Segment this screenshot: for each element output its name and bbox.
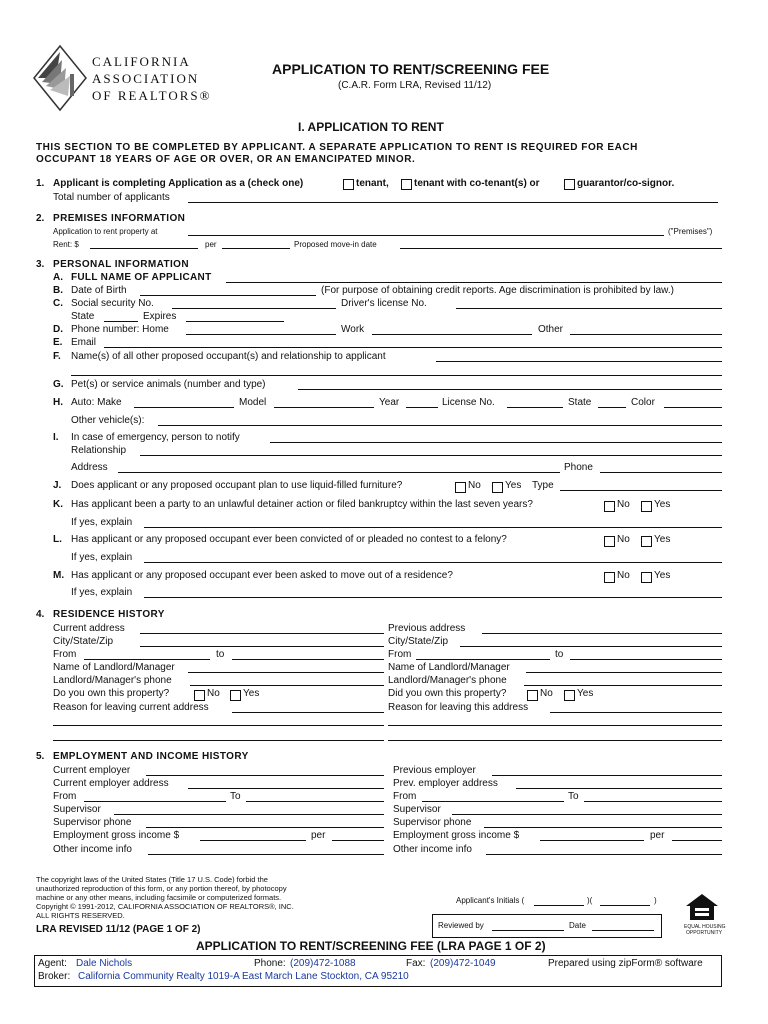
- initials-input-2[interactable]: [600, 905, 650, 906]
- emergency-address-label: Address: [71, 462, 108, 473]
- current-employment-to-label: To: [230, 791, 241, 802]
- item-4-heading: RESIDENCE HISTORY: [53, 609, 165, 620]
- unlawful-detainer-explain-input[interactable]: [144, 527, 722, 528]
- copyright-line-1: The copyright laws of the United States (Title 17 U.S. Code) forbid the: [36, 875, 268, 884]
- move-out-explain-label: If yes, explain: [71, 587, 133, 598]
- other-occupants-input-2[interactable]: [71, 375, 722, 376]
- guarantor-label: guarantor/co-signor.: [577, 178, 675, 189]
- letter-b: B.: [53, 285, 63, 296]
- rent-period-input[interactable]: [222, 248, 290, 249]
- item-5-number: 5.: [36, 751, 45, 762]
- felony-explain-input[interactable]: [144, 562, 722, 563]
- move-in-input[interactable]: [400, 248, 722, 249]
- previous-to-input[interactable]: [570, 659, 722, 660]
- emergency-phone-input[interactable]: [600, 472, 722, 473]
- current-to-input[interactable]: [232, 659, 384, 660]
- copyright-line-2: unauthorized reproduction of this form, or any portion thereof, by photocopy: [36, 884, 287, 893]
- page-footer-title: APPLICATION TO RENT/SCREENING FEE (LRA PAGE 1 OF 2): [196, 939, 546, 953]
- other-occupants-label: Name(s) of all other proposed occupant(s) and relationship to applicant: [71, 351, 386, 362]
- agent-label: Agent:: [38, 958, 67, 969]
- felony-no-checkbox[interactable]: [604, 536, 615, 547]
- reviewed-by-input[interactable]: [492, 930, 564, 931]
- section-intro-1: THIS SECTION TO BE COMPLETED BY APPLICANT. A SEPARATE APPLICATION TO RENT IS REQUIRED FOR EACH: [36, 142, 638, 153]
- current-own-label: Do you own this property?: [53, 688, 170, 699]
- copyright-line-3: machine or any other means, including facsimile or computerized formats.: [36, 893, 282, 902]
- current-to-label: to: [216, 649, 225, 660]
- current-own-no-label: No: [207, 688, 220, 699]
- current-landlord-label: Name of Landlord/Manager: [53, 662, 175, 673]
- emergency-contact-label: In case of emergency, person to notify: [71, 432, 240, 443]
- prepared-using: Prepared using zipForm® software: [548, 958, 703, 969]
- previous-own-yes-checkbox[interactable]: [564, 690, 575, 701]
- work-phone-label: Work: [341, 324, 365, 335]
- unlawful-detainer-yes-checkbox[interactable]: [641, 501, 652, 512]
- current-employment-from-input[interactable]: [84, 801, 226, 802]
- auto-year-label: Year: [379, 397, 400, 408]
- auto-license-label: License No.: [442, 397, 495, 408]
- previous-supervisor-label: Supervisor: [393, 804, 441, 815]
- current-income-label: Employment gross income $: [53, 830, 180, 841]
- unlawful-detainer-yes-label: Yes: [654, 499, 671, 510]
- agent-phone: (209)472-1088: [290, 958, 356, 969]
- rent-amount-input[interactable]: [90, 248, 198, 249]
- current-supervisor-label: Supervisor: [53, 804, 101, 815]
- current-employment-from-label: From: [53, 791, 77, 802]
- rent-label: Rent: $: [53, 240, 79, 249]
- current-reason-input[interactable]: [232, 712, 384, 713]
- copyright-line-5: ALL RIGHTS RESERVED.: [36, 911, 125, 920]
- letter-j: J.: [53, 480, 62, 491]
- previous-income-per-label: per: [650, 830, 665, 841]
- drivers-license-input[interactable]: [456, 308, 722, 309]
- tenant-checkbox[interactable]: [343, 179, 354, 190]
- previous-income-period-input[interactable]: [672, 840, 722, 841]
- logo-line-1: CALIFORNIA: [92, 54, 191, 69]
- previous-employer-label: Previous employer: [393, 765, 476, 776]
- full-name-input[interactable]: [226, 282, 722, 283]
- logo-line-3: OF REALTORS®: [92, 88, 212, 103]
- previous-employment-to-input[interactable]: [584, 801, 722, 802]
- letter-l: L.: [53, 534, 62, 545]
- auto-year-input[interactable]: [406, 407, 438, 408]
- previous-income-input[interactable]: [540, 840, 644, 841]
- auto-license-input[interactable]: [507, 407, 563, 408]
- liquid-furniture-no-checkbox[interactable]: [455, 482, 466, 493]
- drivers-license-label: Driver's license No.: [341, 298, 427, 309]
- other-phone-label: Other: [538, 324, 564, 335]
- unlawful-detainer-no-label: No: [617, 499, 630, 510]
- auto-model-label: Model: [239, 397, 267, 408]
- previous-reason-input[interactable]: [550, 712, 722, 713]
- total-applicants-label: Total number of applicants: [53, 192, 170, 203]
- dl-state-input[interactable]: [104, 321, 138, 322]
- current-employer-address-input[interactable]: [188, 788, 384, 789]
- pets-label: Pet(s) or service animals (number and type): [71, 379, 266, 390]
- auto-color-input[interactable]: [664, 407, 722, 408]
- eho-line-1: EQUAL HOUSING: [684, 924, 726, 930]
- item-3-number: 3.: [36, 259, 45, 270]
- current-landlord-phone-label: Landlord/Manager's phone: [53, 675, 172, 686]
- tenant-label: tenant,: [356, 178, 389, 189]
- section-heading: I. APPLICATION TO RENT: [298, 120, 444, 134]
- emergency-contact-input[interactable]: [270, 442, 722, 443]
- current-city-label: City/State/Zip: [53, 636, 114, 647]
- previous-supervisor-phone-label: Supervisor phone: [393, 817, 472, 828]
- current-income-per-label: per: [311, 830, 326, 841]
- auto-make-label: Auto: Make: [71, 397, 122, 408]
- letter-i: I.: [53, 432, 59, 443]
- letter-k: K.: [53, 499, 63, 510]
- liquid-furniture-no-label: No: [468, 480, 481, 491]
- dob-note: (For purpose of obtaining credit reports. Age discrimination is prohibited by law.): [321, 285, 674, 296]
- unlawful-detainer-question: Has applicant been a party to an unlawful detainer action or filed bankruptcy within the last seven years?: [71, 499, 533, 510]
- current-supervisor-phone-label: Supervisor phone: [53, 817, 132, 828]
- dob-label: Date of Birth: [71, 285, 127, 296]
- current-supervisor-input[interactable]: [114, 814, 384, 815]
- current-from-label: From: [53, 649, 77, 660]
- previous-employment-from-label: From: [393, 791, 417, 802]
- current-city-input[interactable]: [140, 646, 384, 647]
- home-phone-label: Phone number: Home: [71, 324, 169, 335]
- letter-g: G.: [53, 379, 64, 390]
- current-other-income-input[interactable]: [148, 854, 384, 855]
- emergency-phone-label: Phone: [564, 462, 593, 473]
- premises-label: ("Premises"): [668, 227, 713, 236]
- previous-landlord-phone-input[interactable]: [524, 685, 722, 686]
- current-address-input[interactable]: [140, 633, 384, 634]
- current-employer-address-label: Current employer address: [53, 778, 169, 789]
- liquid-furniture-question: Does applicant or any proposed occupant plan to use liquid-filled furniture?: [71, 480, 403, 491]
- unlawful-detainer-explain-label: If yes, explain: [71, 517, 133, 528]
- equal-housing-icon: [684, 892, 720, 922]
- previous-employment-to-label: To: [568, 791, 579, 802]
- initials-close: ): [654, 896, 657, 905]
- other-occupants-input[interactable]: [436, 361, 722, 362]
- eho-line-2: OPPORTUNITY: [686, 930, 723, 936]
- emergency-relationship-label: Relationship: [71, 445, 127, 456]
- work-phone-input[interactable]: [372, 334, 532, 335]
- letter-d: D.: [53, 324, 63, 335]
- previous-reason-input-2[interactable]: [388, 725, 722, 726]
- move-in-label: Proposed move-in date: [294, 240, 377, 249]
- current-reason-input-3[interactable]: [53, 740, 384, 741]
- copyright-line-4: Copyright © 1991-2012, CALIFORNIA ASSOCIATION OF REALTORS®, INC.: [36, 902, 294, 911]
- previous-income-label: Employment gross income $: [393, 830, 520, 841]
- ssn-label: Social security No.: [71, 298, 154, 309]
- previous-landlord-label: Name of Landlord/Manager: [388, 662, 510, 673]
- home-phone-input[interactable]: [186, 334, 336, 335]
- previous-address-input[interactable]: [482, 633, 722, 634]
- previous-employment-from-input[interactable]: [422, 801, 564, 802]
- email-input[interactable]: [104, 347, 722, 348]
- full-name-label: FULL NAME OF APPLICANT: [71, 272, 212, 283]
- letter-e: E.: [53, 337, 63, 348]
- previous-own-yes-label: Yes: [577, 688, 594, 699]
- item-2-number: 2.: [36, 213, 45, 224]
- reviewed-by-label: Reviewed by: [438, 921, 484, 930]
- cotenant-checkbox[interactable]: [401, 179, 412, 190]
- current-income-period-input[interactable]: [332, 840, 384, 841]
- item-1-text: Applicant is completing Application as a (check one): [53, 178, 304, 189]
- previous-supervisor-phone-input[interactable]: [484, 827, 722, 828]
- previous-city-label: City/State/Zip: [388, 636, 449, 647]
- felony-yes-label: Yes: [654, 534, 671, 545]
- current-own-yes-label: Yes: [243, 688, 260, 699]
- current-employer-label: Current employer: [53, 765, 131, 776]
- felony-no-label: No: [617, 534, 630, 545]
- emergency-address-input[interactable]: [118, 472, 560, 473]
- broker-label: Broker:: [38, 971, 71, 982]
- agent-phone-label: Phone:: [254, 958, 286, 969]
- current-reason-label: Reason for leaving current address: [53, 702, 209, 713]
- initials-label: Applicant's Initials (: [456, 896, 525, 905]
- move-out-no-label: No: [617, 570, 630, 581]
- auto-state-input[interactable]: [598, 407, 626, 408]
- dl-state-label: State: [71, 311, 95, 322]
- liquid-furniture-yes-checkbox[interactable]: [492, 482, 503, 493]
- item-2-heading: PREMISES INFORMATION: [53, 213, 186, 224]
- form-subtitle: (C.A.R. Form LRA, Revised 11/12): [338, 80, 492, 91]
- initials-separator: )(: [587, 896, 593, 905]
- dl-expires-label: Expires: [143, 311, 177, 322]
- item-4-number: 4.: [36, 609, 45, 620]
- other-phone-input[interactable]: [570, 334, 722, 335]
- liquid-furniture-type-label: Type: [532, 480, 554, 491]
- felony-explain-label: If yes, explain: [71, 552, 133, 563]
- letter-m: M.: [53, 570, 65, 581]
- form-title: APPLICATION TO RENT/SCREENING FEE: [272, 61, 550, 77]
- previous-landlord-phone-label: Landlord/Manager's phone: [388, 675, 507, 686]
- dob-input[interactable]: [140, 295, 316, 296]
- move-out-yes-label: Yes: [654, 570, 671, 581]
- previous-from-label: From: [388, 649, 412, 660]
- current-employer-input[interactable]: [146, 775, 384, 776]
- previous-from-input[interactable]: [416, 659, 550, 660]
- previous-own-no-checkbox[interactable]: [527, 690, 538, 701]
- logo-line-2: ASSOCIATION: [92, 71, 200, 86]
- previous-address-label: Previous address: [388, 623, 466, 634]
- item-1-number: 1.: [36, 178, 45, 189]
- current-from-input[interactable]: [84, 659, 210, 660]
- total-applicants-input[interactable]: [188, 202, 718, 203]
- email-label: Email: [71, 337, 97, 348]
- move-out-question: Has applicant or any proposed occupant ever been asked to move out of a residence?: [71, 570, 453, 581]
- move-out-no-checkbox[interactable]: [604, 572, 615, 583]
- current-income-input[interactable]: [200, 840, 306, 841]
- current-own-yes-checkbox[interactable]: [230, 690, 241, 701]
- previous-reason-label: Reason for leaving this address: [388, 702, 529, 713]
- unlawful-detainer-no-checkbox[interactable]: [604, 501, 615, 512]
- current-supervisor-phone-input[interactable]: [146, 827, 384, 828]
- review-date-input[interactable]: [592, 930, 654, 931]
- felony-yes-checkbox[interactable]: [641, 536, 652, 547]
- previous-own-label: Did you own this property?: [388, 688, 507, 699]
- current-reason-input-2[interactable]: [53, 725, 384, 726]
- item-3-heading: PERSONAL INFORMATION: [53, 259, 189, 270]
- previous-other-income-input[interactable]: [486, 854, 722, 855]
- guarantor-checkbox[interactable]: [564, 179, 575, 190]
- letter-h: H.: [53, 397, 63, 408]
- previous-supervisor-input[interactable]: [452, 814, 722, 815]
- current-own-no-checkbox[interactable]: [194, 690, 205, 701]
- broker-info: California Community Realty 1019-A East March Lane Stockton, CA 95210: [78, 971, 409, 982]
- dl-expires-input[interactable]: [186, 321, 284, 322]
- previous-employer-address-input[interactable]: [516, 788, 722, 789]
- other-vehicles-label: Other vehicle(s):: [71, 415, 145, 426]
- liquid-furniture-type-input[interactable]: [560, 490, 722, 491]
- auto-make-input[interactable]: [134, 407, 234, 408]
- auto-state-label: State: [568, 397, 592, 408]
- liquid-furniture-yes-label: Yes: [505, 480, 522, 491]
- cotenant-label: tenant with co-tenant(s) or: [414, 178, 540, 189]
- car-logo-icon: [32, 44, 88, 114]
- review-date-label: Date: [569, 921, 586, 930]
- item-5-heading: EMPLOYMENT AND INCOME HISTORY: [53, 751, 249, 762]
- pets-input[interactable]: [298, 389, 722, 390]
- rent-property-label: Application to rent property at: [53, 227, 158, 236]
- previous-to-label: to: [555, 649, 564, 660]
- section-intro-2: OCCUPANT 18 YEARS OF AGE OR OVER, OR AN EMANCIPATED MINOR.: [36, 154, 416, 165]
- auto-model-input[interactable]: [274, 407, 374, 408]
- felony-question: Has applicant or any proposed occupant ever been convicted of or pleaded no contest to a felony?: [71, 534, 507, 545]
- current-employment-to-input[interactable]: [246, 801, 384, 802]
- current-landlord-phone-input[interactable]: [190, 685, 384, 686]
- agent-fax-label: Fax:: [406, 958, 426, 969]
- move-out-yes-checkbox[interactable]: [641, 572, 652, 583]
- previous-reason-input-3[interactable]: [388, 740, 722, 741]
- current-landlord-input[interactable]: [188, 672, 384, 673]
- current-address-label: Current address: [53, 623, 125, 634]
- previous-landlord-input[interactable]: [526, 672, 722, 673]
- previous-other-income-label: Other income info: [393, 844, 472, 855]
- letter-a: A.: [53, 272, 63, 283]
- other-vehicles-input[interactable]: [158, 425, 722, 426]
- letter-f: F.: [53, 351, 61, 362]
- previous-own-no-label: No: [540, 688, 553, 699]
- previous-city-input[interactable]: [460, 646, 722, 647]
- previous-employer-address-label: Prev. employer address: [393, 778, 498, 789]
- agent-name: Dale Nichols: [76, 958, 133, 969]
- emergency-relationship-input[interactable]: [140, 455, 722, 456]
- previous-employer-input[interactable]: [492, 775, 722, 776]
- rent-per-label: per: [205, 240, 217, 249]
- letter-c: C.: [53, 298, 63, 309]
- initials-input-1[interactable]: [534, 905, 584, 906]
- ssn-input[interactable]: [172, 308, 336, 309]
- agent-fax: (209)472-1049: [430, 958, 496, 969]
- current-other-income-label: Other income info: [53, 844, 132, 855]
- move-out-explain-input[interactable]: [144, 597, 722, 598]
- property-address-input[interactable]: [188, 235, 664, 236]
- lra-revision: LRA REVISED 11/12 (PAGE 1 OF 2): [36, 924, 201, 935]
- auto-color-label: Color: [631, 397, 655, 408]
